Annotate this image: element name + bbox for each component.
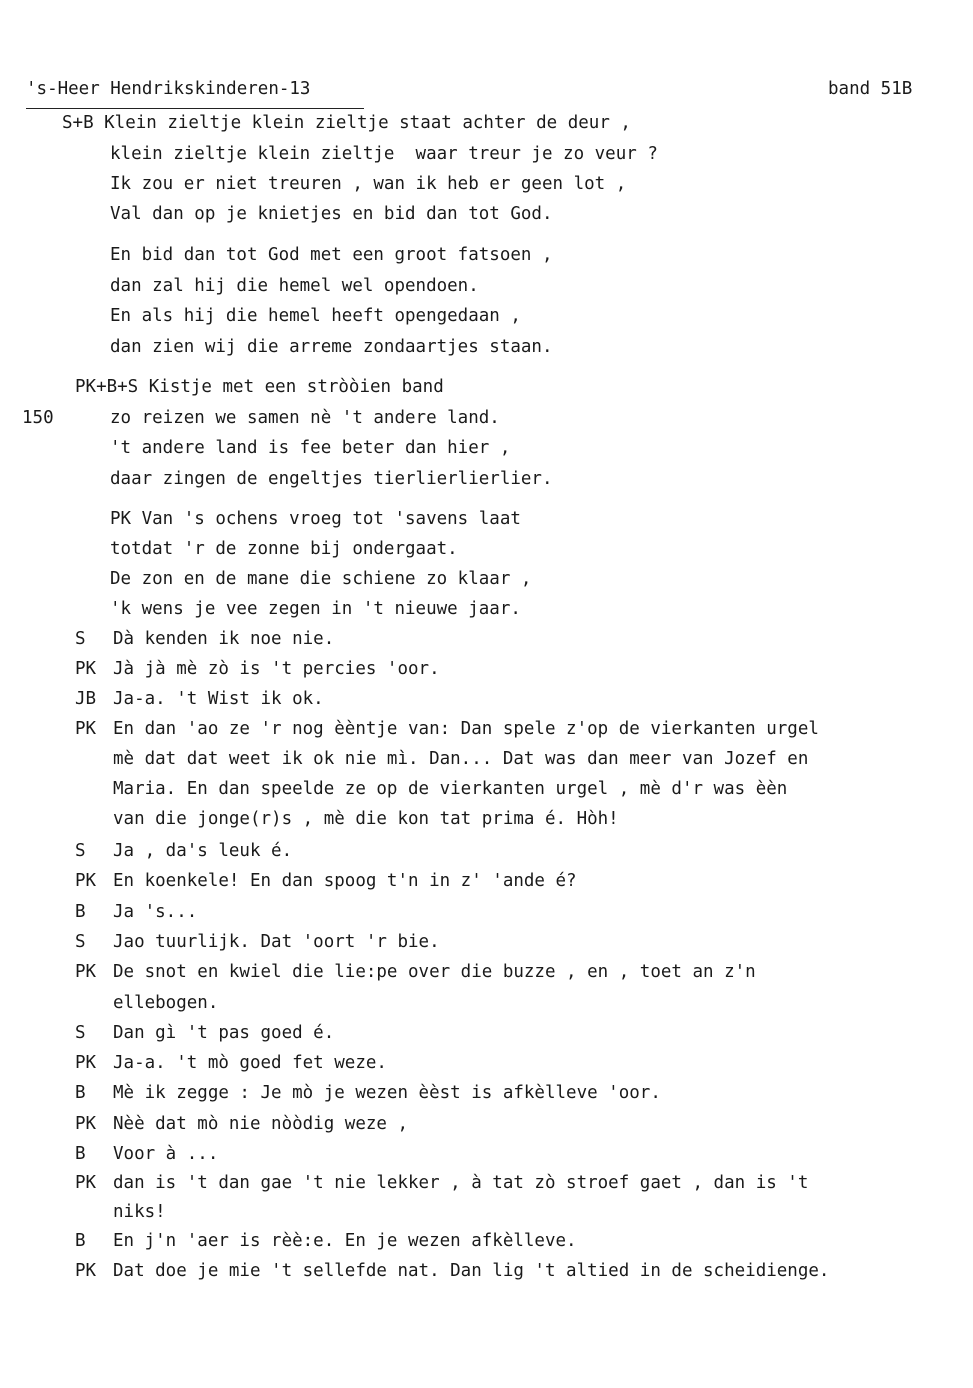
dialogue-line: En j'n 'aer is rèè:e. En je wezen afkèlleve. xyxy=(113,1231,577,1251)
dialogue-line: Ja 's... xyxy=(113,902,198,922)
speaker-label: PK xyxy=(75,1173,97,1193)
speaker-label: PK xyxy=(75,659,97,679)
dialogue-line: Jao tuurlijk. Dat 'oort 'r bie. xyxy=(113,932,440,952)
speaker-label: JB xyxy=(75,689,97,709)
speaker-label: S xyxy=(75,841,86,861)
speaker-label: S xyxy=(75,932,86,952)
dialogue-line: En dan 'ao ze 'r nog èèntje van: Dan spele z'op de vierkanten urgel xyxy=(113,719,819,739)
dialogue-line: En koenkele! En dan spoog t'n in z' 'ande é? xyxy=(113,871,577,891)
speaker-label: S xyxy=(75,1023,86,1043)
verse-line: dan zal hij die hemel wel opendoen. xyxy=(110,276,479,296)
dialogue-line: Nèè dat mò nie nòòdig weze , xyxy=(113,1114,409,1134)
dialogue-line: Dan gì 't pas goed é. xyxy=(113,1023,335,1043)
dialogue-line: van die jonge(r)s , mè die kon tat prima é. Hòh! xyxy=(113,809,619,829)
verse-line: daar zingen de engeltjes tierlierlierlier. xyxy=(110,469,553,489)
band-label: band 51B xyxy=(828,79,913,99)
speaker-label: B xyxy=(75,1144,86,1164)
speaker-label: PK xyxy=(75,719,97,739)
verse-line: En als hij die hemel heeft opengedaan , xyxy=(110,306,521,326)
verse-line: klein zieltje klein zieltje waar treur je zo veur ? xyxy=(110,144,658,164)
verse-line: De zon en de mane die schiene zo klaar , xyxy=(110,569,532,589)
verse-line: En bid dan tot God met een groot fatsoen , xyxy=(110,245,553,265)
dialogue-line: Dà kenden ik noe nie. xyxy=(113,629,335,649)
line-number: 150 xyxy=(22,408,54,428)
speaker-label: PK xyxy=(75,871,97,891)
dialogue-line: Jà jà mè zò is 't percies 'oor. xyxy=(113,659,440,679)
dialogue-line: Ja , da's leuk é. xyxy=(113,841,293,861)
verse-line: 't andere land is fee beter dan hier , xyxy=(110,438,511,458)
dialogue-line: mè dat dat weet ik ok nie mì. Dan... Dat was dan meer van Jozef en xyxy=(113,749,809,769)
verse-line: totdat 'r de zonne bij ondergaat. xyxy=(110,539,458,559)
header-underline xyxy=(26,108,364,109)
speaker-label: B xyxy=(75,902,86,922)
speaker-label: B xyxy=(75,1083,86,1103)
verse-line: 'k wens je vee zegen in 't nieuwe jaar. xyxy=(110,599,521,619)
dialogue-line: Mè ik zegge : Je mò je wezen èèst is afkèlleve 'oor. xyxy=(113,1083,661,1103)
verse-line: dan zien wij die arreme zondaartjes staan. xyxy=(110,337,553,357)
verse-line: zo reizen we samen nè 't andere land. xyxy=(110,408,500,428)
speaker-label: PK xyxy=(75,1053,97,1073)
dialogue-line: Maria. En dan speelde ze op de vierkanten urgel , mè d'r was èèn xyxy=(113,779,788,799)
verse-line: Ik zou er niet treuren , wan ik heb er geen lot , xyxy=(110,174,627,194)
verse-line: PK Van 's ochens vroeg tot 'savens laat xyxy=(110,509,521,529)
verse-line: Val dan op je knietjes en bid dan tot God. xyxy=(110,204,553,224)
speaker-label: S xyxy=(75,629,86,649)
verse-line: PK+B+S Kistje met een stròòien band xyxy=(75,377,444,397)
speaker-label: PK xyxy=(75,1261,97,1281)
dialogue-line: De snot en kwiel die lie:pe over die buzze , en , toet an z'n xyxy=(113,962,756,982)
verse-line: S+B Klein zieltje klein zieltje staat achter de deur , xyxy=(62,113,631,133)
page-title: 's-Heer Hendrikskinderen-13 xyxy=(26,79,311,99)
dialogue-line: Ja-a. 't mò goed fet weze. xyxy=(113,1053,387,1073)
dialogue-line: ellebogen. xyxy=(113,993,219,1013)
dialogue-line: Ja-a. 't Wist ik ok. xyxy=(113,689,324,709)
dialogue-line: Dat doe je mie 't sellefde nat. Dan lig 't altied in de scheidienge. xyxy=(113,1261,830,1281)
speaker-label: B xyxy=(75,1231,86,1251)
speaker-label: PK xyxy=(75,962,97,982)
dialogue-line: niks! xyxy=(113,1202,166,1222)
dialogue-line: Voor à ... xyxy=(113,1144,219,1164)
dialogue-line: dan is 't dan gae 't nie lekker , à tat zò stroef gaet , dan is 't xyxy=(113,1173,809,1193)
speaker-label: PK xyxy=(75,1114,97,1134)
